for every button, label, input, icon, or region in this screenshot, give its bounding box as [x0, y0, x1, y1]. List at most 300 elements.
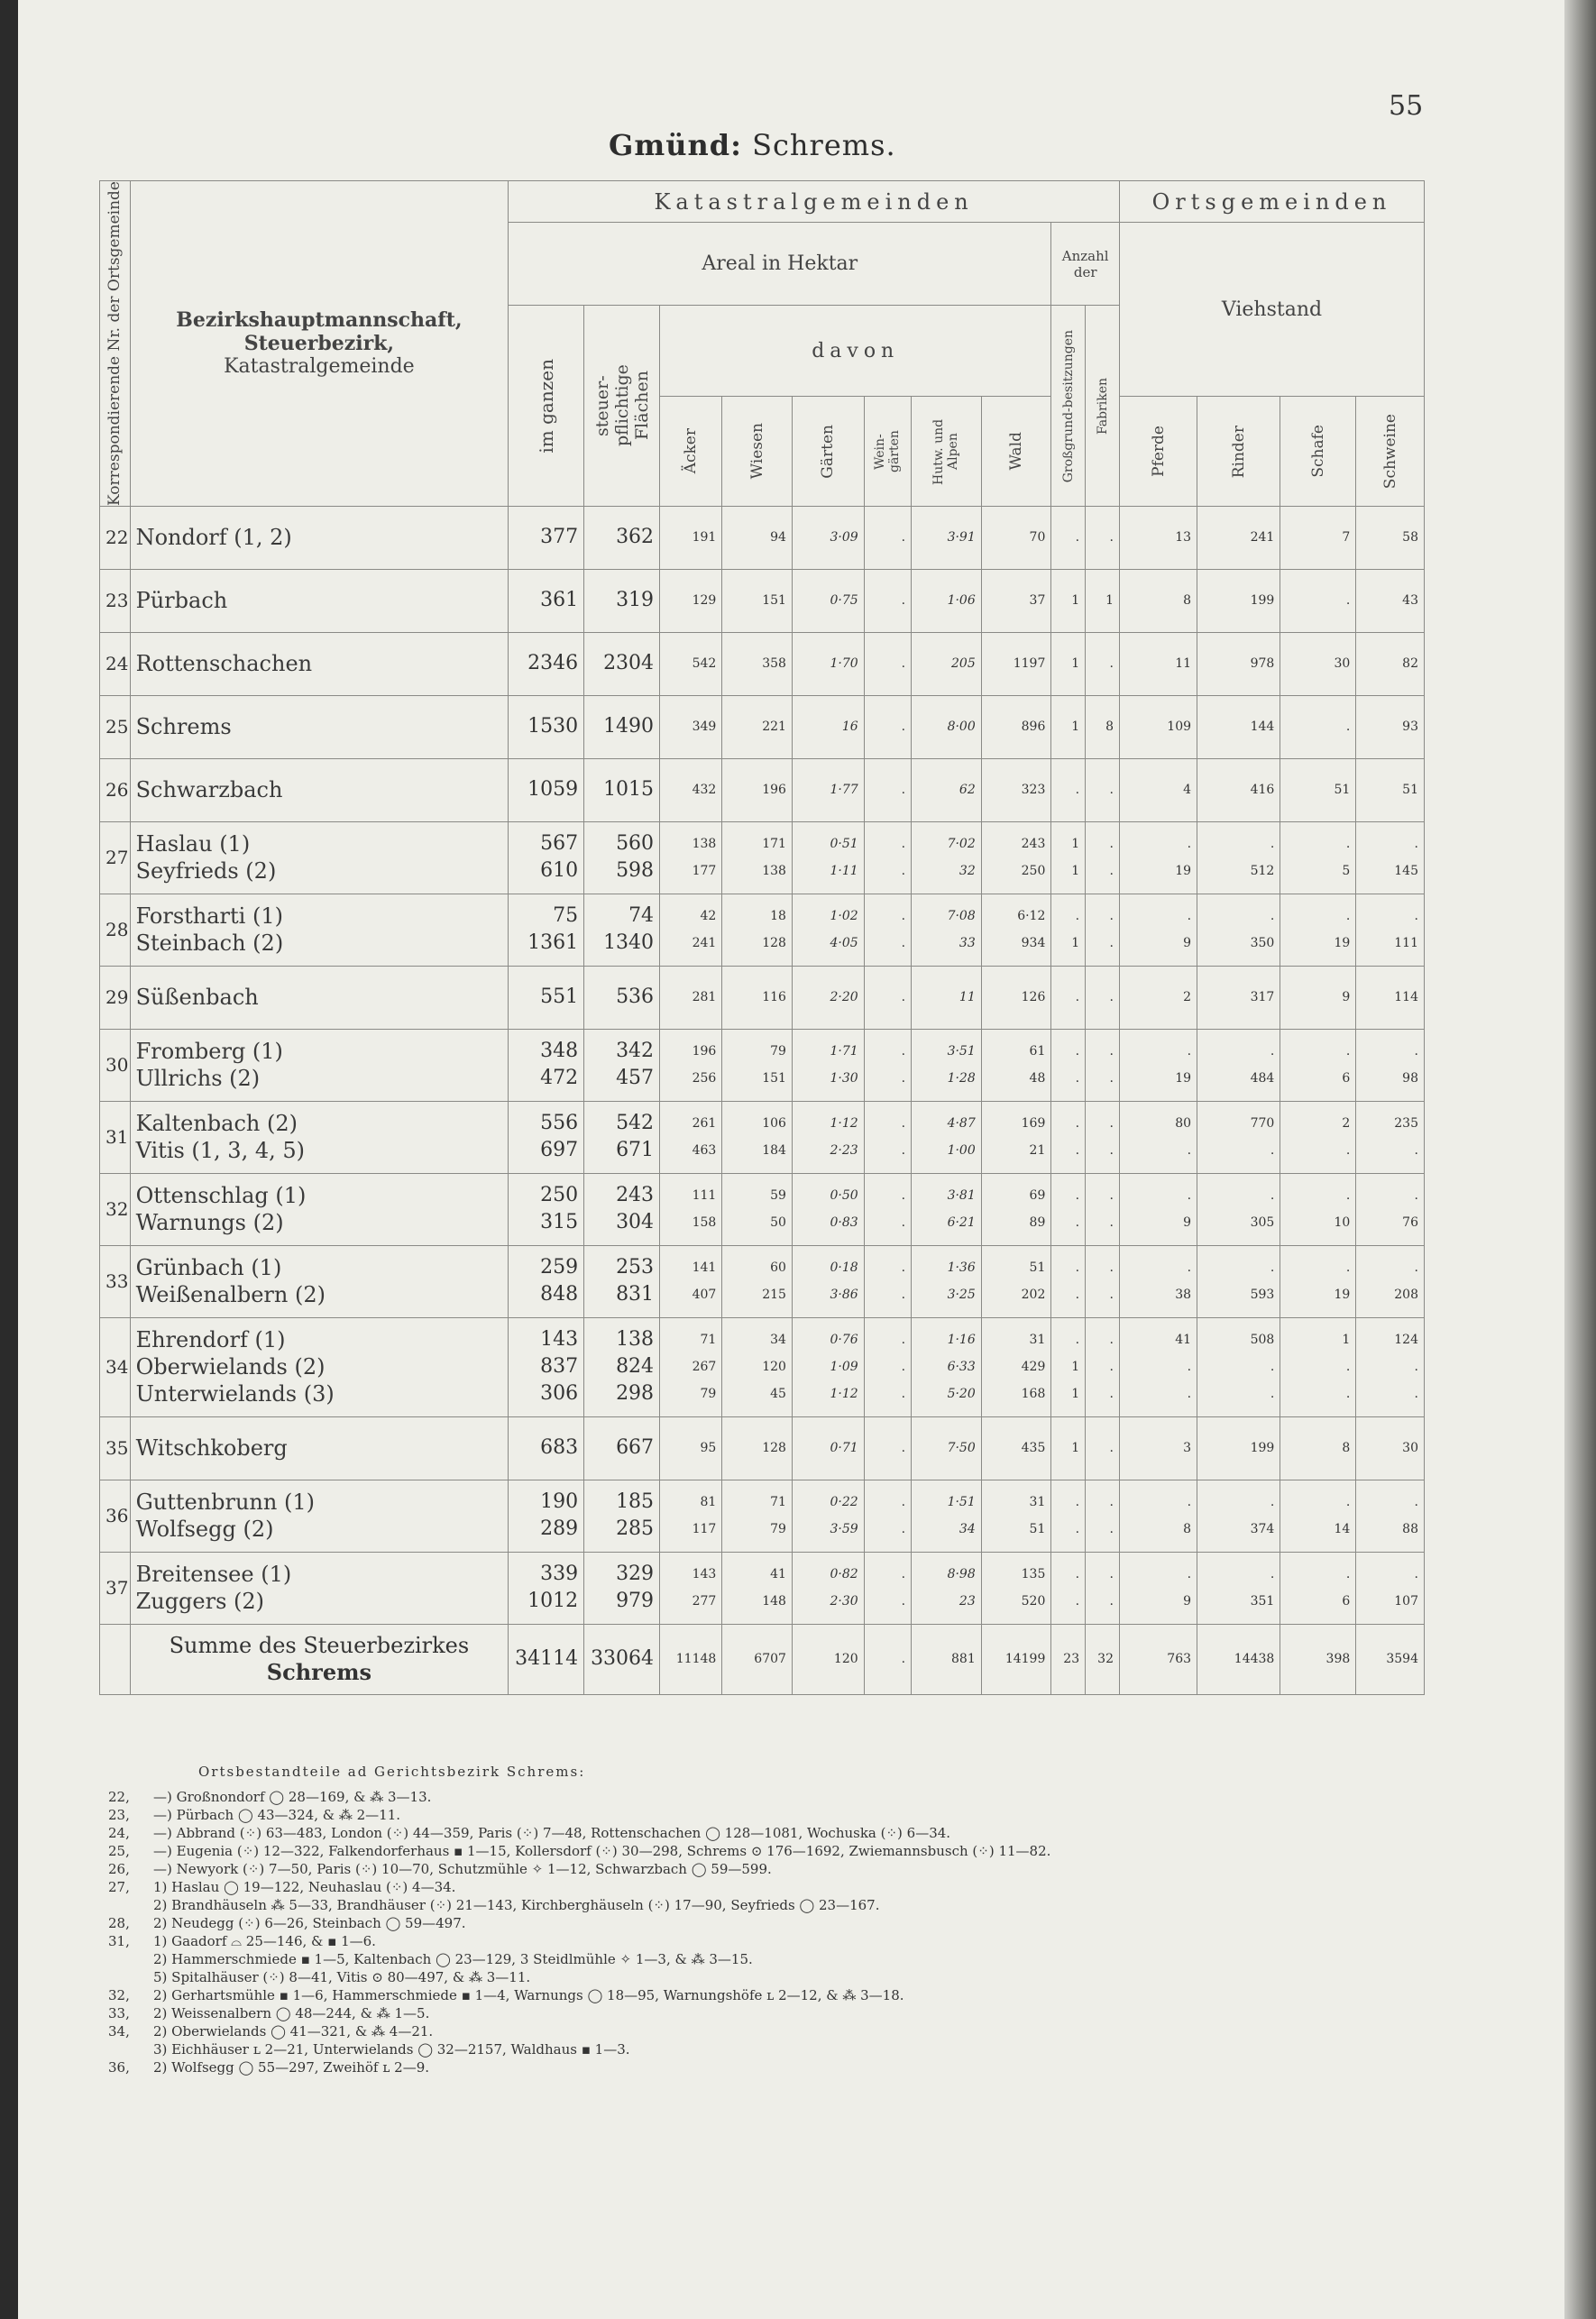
value-weingaerten: .	[901, 837, 906, 852]
value-schweine: .	[1414, 1567, 1418, 1582]
value-wiesen: 184	[762, 1143, 786, 1159]
value-wald: 202	[1021, 1288, 1046, 1303]
value-fabriken: .	[1109, 1594, 1114, 1609]
value-wiesen: 18	[770, 909, 786, 924]
cell-wald	[981, 821, 1051, 894]
value-weingaerten: .	[901, 530, 906, 545]
footnote-key: 34,	[108, 2023, 130, 2039]
gemeinde-name: Kaltenbach (2)	[135, 1111, 298, 1137]
cell-aecker	[660, 1029, 722, 1101]
footnote-text: 2) Gerhartsmühle ▪ 1—6, Hammerschmiede ▪ 1—4, Warnungs ◯ 18—95, Warnungshöfe ʟ 2—12, & ⁂ 3—18.	[153, 1987, 904, 2003]
cell-gaerten	[792, 506, 864, 569]
value-steuerpflichtig: 536	[616, 985, 655, 1009]
value-gaerten: 3·86	[830, 1288, 858, 1303]
value-wald: 168	[1021, 1387, 1046, 1402]
gemeinde-name: Rottenschachen	[135, 651, 313, 677]
header-bezirk: Bezirkshauptmannschaft, Steuerbezirk, Katastralgemeinde	[130, 181, 509, 507]
cell-grossgrund	[1051, 1245, 1086, 1317]
table-row	[100, 758, 1425, 821]
value-fabriken: .	[1109, 1360, 1114, 1375]
cell-steuerpflichtig	[584, 1416, 660, 1480]
gemeinde-names	[130, 758, 509, 821]
footnote-text: 1) Haslau ◯ 19—122, Neuhaslau (⁘) 4—34.	[153, 1879, 456, 1895]
value-pferde: .	[1187, 1495, 1192, 1510]
cell-rinder	[1197, 1480, 1280, 1552]
header-hutweiden: Hutw. und Alpen	[912, 397, 982, 507]
value-rinder: 351	[1250, 1594, 1275, 1609]
footnote-key	[108, 1968, 153, 1986]
value-ganzen: 259	[540, 1256, 579, 1279]
row-number: 30	[100, 1029, 131, 1101]
value-grossgrund: .	[1075, 1567, 1080, 1582]
cell-aecker	[660, 632, 722, 695]
cell-wald	[981, 758, 1051, 821]
value-fabriken: .	[1109, 990, 1114, 1005]
value-wiesen: 128	[762, 936, 786, 951]
value-weingaerten: .	[901, 936, 906, 951]
cell-weingaerten	[864, 1029, 911, 1101]
value-aecker: 407	[692, 1288, 717, 1303]
cell-steuerpflichtig	[584, 821, 660, 894]
value-ganzen: 1361	[527, 931, 579, 955]
value-wald: 61	[1029, 1044, 1046, 1059]
cell-fabriken	[1086, 1245, 1120, 1317]
value-hutweiden: 4·87	[947, 1116, 976, 1132]
cell-ganzen	[509, 569, 584, 632]
cell-aecker	[660, 1317, 722, 1416]
value-fabriken: .	[1109, 1495, 1114, 1510]
value-schafe: 14	[1334, 1522, 1351, 1537]
cell-aecker	[660, 569, 722, 632]
cell-weingaerten	[864, 1101, 911, 1173]
footnote-key: 22,	[108, 1789, 130, 1805]
value-grossgrund: .	[1075, 990, 1080, 1005]
statistics-table	[99, 180, 1425, 1695]
value-hutweiden: 3·81	[947, 1188, 976, 1204]
value-schweine: .	[1414, 1188, 1418, 1204]
value-hutweiden: 1·36	[947, 1260, 976, 1276]
cell-hutweiden	[912, 894, 982, 966]
value-wald: 1197	[1013, 656, 1046, 672]
cell-ganzen	[509, 1029, 584, 1101]
value-pferde: 3	[1183, 1441, 1192, 1456]
value-ganzen: 190	[540, 1490, 579, 1514]
cell-wald	[981, 569, 1051, 632]
value-schweine: 208	[1394, 1288, 1418, 1303]
cell-grossgrund	[1051, 821, 1086, 894]
cell-pferde	[1120, 695, 1197, 758]
cell-hutweiden	[912, 1317, 982, 1416]
footnote	[108, 1878, 1371, 1896]
footnote-key: 23,	[108, 1807, 130, 1823]
value-aecker: 256	[692, 1071, 717, 1086]
cell-weingaerten	[864, 1317, 911, 1416]
gemeinde-name: Witschkoberg	[135, 1435, 288, 1462]
cell-schafe	[1280, 1029, 1356, 1101]
value-fabriken: .	[1109, 1333, 1114, 1348]
value-hutweiden: 7·02	[947, 837, 976, 852]
value-gaerten: 1·09	[830, 1360, 858, 1375]
cell-gaerten	[792, 1029, 864, 1101]
cell-wiesen	[722, 821, 793, 894]
value-pferde: .	[1187, 1567, 1192, 1582]
value-weingaerten: .	[901, 864, 906, 879]
gemeinde-name: Steinbach (2)	[135, 930, 284, 957]
cell-fabriken	[1086, 1029, 1120, 1101]
cell-ganzen	[509, 1173, 584, 1245]
cell-pferde	[1120, 632, 1197, 695]
gemeinde-name: Ottenschlag (1)	[135, 1183, 307, 1209]
header-pferde: Pferde	[1120, 397, 1197, 507]
value-wiesen: 151	[762, 1071, 786, 1086]
cell-fabriken	[1086, 758, 1120, 821]
value-aecker: 42	[700, 909, 717, 924]
row-number: 29	[100, 966, 131, 1029]
cell-pferde	[1120, 1029, 1197, 1101]
value-fabriken: .	[1109, 1288, 1114, 1303]
value-schweine: .	[1414, 1387, 1418, 1402]
value-hutweiden: 7·50	[947, 1441, 976, 1456]
value-wald: 48	[1029, 1071, 1046, 1086]
value-gaerten: 0·75	[830, 593, 858, 609]
value-pferde: 8	[1183, 1522, 1192, 1537]
cell-gaerten	[792, 1416, 864, 1480]
value-rinder: 484	[1250, 1071, 1275, 1086]
value-weingaerten: .	[901, 656, 906, 672]
footnote	[108, 2040, 1371, 2058]
cell-steuerpflichtig	[584, 758, 660, 821]
value-wiesen: 41	[770, 1567, 786, 1582]
row-number: 37	[100, 1552, 131, 1624]
value-fabriken: .	[1109, 530, 1114, 545]
value-aecker: 129	[692, 593, 717, 609]
value-wiesen: 60	[770, 1260, 786, 1276]
value-wiesen: 151	[762, 593, 786, 609]
value-schafe: .	[1345, 1360, 1351, 1375]
footnote-text: 2) Wolfsegg ◯ 55—297, Zweihöf ʟ 2—9.	[153, 2059, 430, 2076]
cell-schafe	[1280, 966, 1356, 1029]
value-weingaerten: .	[901, 1360, 906, 1375]
page-title	[609, 128, 896, 162]
sum-label-2: Schrems	[266, 1659, 371, 1686]
footnote	[108, 1860, 1371, 1878]
header-nr: Korrespondierende Nr. der Ortsgemeinde	[100, 181, 131, 507]
value-steuerpflichtig: 243	[616, 1184, 655, 1207]
table-row	[100, 1552, 1425, 1624]
value-rinder: 144	[1250, 720, 1275, 735]
footnote-text: 5) Spitalhäuser (⁘) 8—41, Vitis ⊙ 80—497, & ⁂ 3—11.	[153, 1969, 531, 1985]
cell-grossgrund	[1051, 1317, 1086, 1416]
cell-ganzen	[509, 632, 584, 695]
value-rinder: .	[1270, 1567, 1275, 1582]
value-grossgrund: 1	[1071, 837, 1080, 852]
value-steuerpflichtig: 598	[616, 859, 655, 883]
value-wiesen: 79	[770, 1044, 786, 1059]
value-gaerten: 1·11	[830, 864, 858, 879]
value-fabriken: .	[1109, 1188, 1114, 1204]
cell-weingaerten	[864, 1173, 911, 1245]
cell-gaerten	[792, 758, 864, 821]
value-schweine: 145	[1394, 864, 1418, 879]
value-fabriken: .	[1109, 783, 1114, 798]
value-ganzen: 75	[553, 904, 579, 928]
cell-wald	[981, 632, 1051, 695]
value-rinder: 199	[1250, 1441, 1275, 1456]
value-schafe: .	[1345, 1567, 1351, 1582]
value-pferde: 9	[1183, 936, 1192, 951]
value-gaerten: 1·71	[830, 1044, 858, 1059]
value-grossgrund: .	[1075, 1594, 1080, 1609]
value-gaerten: 0·83	[830, 1215, 858, 1231]
gemeinde-name: Schrems	[135, 714, 232, 740]
gemeinde-name: Schwarzbach	[135, 777, 283, 803]
gemeinde-name: Oberwielands (2)	[135, 1354, 326, 1380]
value-ganzen: 361	[540, 589, 579, 612]
value-pferde: 8	[1183, 593, 1192, 609]
value-schafe: 51	[1334, 783, 1351, 798]
value-schweine: 30	[1402, 1441, 1418, 1456]
header-steuerpflichtige: steuer-pflichtige Flächen	[584, 306, 660, 507]
cell-schweine	[1356, 1480, 1425, 1552]
sum-wiesen: 6707	[722, 1624, 793, 1694]
value-grossgrund: .	[1075, 783, 1080, 798]
value-ganzen: 551	[540, 985, 579, 1009]
cell-hutweiden	[912, 1173, 982, 1245]
header-orts: Ortsgemeinden	[1120, 181, 1425, 223]
gemeinde-name: Seyfrieds (2)	[135, 858, 277, 885]
cell-pferde	[1120, 1552, 1197, 1624]
header-wiesen: Wiesen	[722, 397, 793, 507]
value-grossgrund: 1	[1071, 656, 1080, 672]
cell-aecker	[660, 758, 722, 821]
value-pferde: .	[1187, 1260, 1192, 1276]
scan-right-edge	[1564, 0, 1596, 2319]
header-areal: Areal in Hektar	[509, 223, 1051, 306]
value-weingaerten: .	[901, 1071, 906, 1086]
gemeinde-names	[130, 506, 509, 569]
cell-wiesen	[722, 1480, 793, 1552]
value-aecker: 111	[692, 1188, 717, 1204]
value-schweine: 235	[1394, 1116, 1418, 1132]
header-viehstand: Viehstand	[1120, 223, 1425, 397]
value-weingaerten: .	[901, 909, 906, 924]
value-aecker: 432	[692, 783, 717, 798]
cell-schafe	[1280, 1480, 1356, 1552]
value-pferde: 13	[1175, 530, 1192, 545]
table-row	[100, 894, 1425, 966]
cell-wald	[981, 1029, 1051, 1101]
cell-hutweiden	[912, 966, 982, 1029]
cell-schweine	[1356, 758, 1425, 821]
value-aecker: 141	[692, 1260, 717, 1276]
row-number: 25	[100, 695, 131, 758]
value-hutweiden: 23	[959, 1594, 976, 1609]
cell-aecker	[660, 1416, 722, 1480]
value-wiesen: 148	[762, 1594, 786, 1609]
value-grossgrund: 1	[1071, 593, 1080, 609]
value-schafe: 7	[1342, 530, 1351, 545]
value-steuerpflichtig: 667	[616, 1436, 655, 1460]
value-ganzen: 837	[540, 1355, 579, 1379]
cell-weingaerten	[864, 1480, 911, 1552]
gemeinde-names	[130, 695, 509, 758]
value-rinder: 593	[1250, 1288, 1275, 1303]
value-rinder: .	[1270, 1495, 1275, 1510]
value-wiesen: 106	[762, 1116, 786, 1132]
cell-aecker	[660, 1480, 722, 1552]
cell-steuerpflichtig	[584, 1480, 660, 1552]
value-pferde: .	[1187, 1360, 1192, 1375]
value-schafe: 30	[1334, 656, 1351, 672]
value-wald: 31	[1029, 1495, 1046, 1510]
value-pferde: 109	[1167, 720, 1192, 735]
cell-rinder	[1197, 1101, 1280, 1173]
cell-hutweiden	[912, 1416, 982, 1480]
footnote-key: 36,	[108, 2059, 130, 2076]
value-pferde: 38	[1175, 1288, 1192, 1303]
cell-grossgrund	[1051, 758, 1086, 821]
gemeinde-name: Forstharti (1)	[135, 903, 283, 930]
value-schafe: .	[1345, 837, 1351, 852]
cell-wald	[981, 1173, 1051, 1245]
footnote-text: 2) Brandhäuseln ⁂ 5—33, Brandhäuser (⁘) 21—143, Kirchberghäuseln (⁘) 17—90, Seyfrieds ◯ 23—167.	[153, 1897, 880, 1913]
gemeinde-names	[130, 1480, 509, 1552]
cell-gaerten	[792, 1552, 864, 1624]
gemeinde-names	[130, 894, 509, 966]
value-pferde: 9	[1183, 1594, 1192, 1609]
cell-wiesen	[722, 894, 793, 966]
value-grossgrund: 1	[1071, 1387, 1080, 1402]
value-pferde: .	[1187, 909, 1192, 924]
value-wiesen: 171	[762, 837, 786, 852]
header-rinder: Rinder	[1197, 397, 1280, 507]
gemeinde-names	[130, 1245, 509, 1317]
gemeinde-names	[130, 1029, 509, 1101]
value-fabriken: .	[1109, 1567, 1114, 1582]
value-weingaerten: .	[901, 1044, 906, 1059]
value-wald: 243	[1021, 837, 1046, 852]
value-ganzen: 348	[540, 1040, 579, 1063]
cell-wiesen	[722, 506, 793, 569]
value-hutweiden: 32	[959, 864, 976, 879]
cell-schweine	[1356, 1552, 1425, 1624]
gemeinde-names	[130, 1101, 509, 1173]
footnote	[108, 1788, 1371, 1806]
cell-rinder	[1197, 569, 1280, 632]
value-steuerpflichtig: 329	[616, 1563, 655, 1586]
row-number: 32	[100, 1173, 131, 1245]
cell-grossgrund	[1051, 632, 1086, 695]
value-rinder: 770	[1250, 1116, 1275, 1132]
table-row	[100, 632, 1425, 695]
cell-fabriken	[1086, 1552, 1120, 1624]
cell-weingaerten	[864, 506, 911, 569]
cell-schweine	[1356, 1173, 1425, 1245]
value-weingaerten: .	[901, 1594, 906, 1609]
cell-schafe	[1280, 1552, 1356, 1624]
value-steuerpflichtig: 1490	[603, 715, 655, 738]
cell-wiesen	[722, 1317, 793, 1416]
value-fabriken: .	[1109, 1071, 1114, 1086]
title-district: Gmünd:	[609, 128, 742, 162]
footnotes-heading: Ortsbestandteile ad Gerichtsbezirk Schrems:	[198, 1764, 586, 1780]
gemeinde-names	[130, 1416, 509, 1480]
cell-schweine	[1356, 1317, 1425, 1416]
cell-aecker	[660, 695, 722, 758]
value-rinder: .	[1270, 909, 1275, 924]
value-fabriken: .	[1109, 837, 1114, 852]
value-ganzen: 339	[540, 1563, 579, 1586]
value-weingaerten: .	[901, 1387, 906, 1402]
sum-nr	[100, 1624, 131, 1694]
cell-aecker	[660, 1245, 722, 1317]
header-katastral: Katastralgemeinden	[509, 181, 1120, 223]
value-fabriken: 1	[1105, 593, 1114, 609]
value-weingaerten: .	[901, 720, 906, 735]
cell-ganzen	[509, 966, 584, 1029]
gemeinde-name: Vitis (1, 3, 4, 5)	[135, 1138, 305, 1164]
value-pferde: .	[1187, 1387, 1192, 1402]
cell-ganzen	[509, 1552, 584, 1624]
cell-ganzen	[509, 758, 584, 821]
footnote-key: 31,	[108, 1933, 130, 1949]
value-pferde: 9	[1183, 1215, 1192, 1231]
value-fabriken: .	[1109, 1116, 1114, 1132]
value-wald: 51	[1029, 1522, 1046, 1537]
footnote-key: 25,	[108, 1843, 130, 1859]
cell-schafe	[1280, 632, 1356, 695]
cell-wald	[981, 1480, 1051, 1552]
footnote	[108, 1896, 1371, 1914]
page-number: 55	[1389, 90, 1424, 122]
gemeinde-name: Grünbach (1)	[135, 1255, 282, 1281]
sum-row	[100, 1624, 1425, 1694]
value-wald: 6·12	[1017, 909, 1046, 924]
header-weingaerten: Wein-gärten	[864, 397, 911, 507]
cell-schafe	[1280, 894, 1356, 966]
value-hutweiden: 11	[959, 990, 976, 1005]
value-wald: 250	[1021, 864, 1046, 879]
value-grossgrund: .	[1075, 1143, 1080, 1159]
cell-weingaerten	[864, 1245, 911, 1317]
cell-wiesen	[722, 1029, 793, 1101]
cell-steuerpflichtig	[584, 695, 660, 758]
row-number: 35	[100, 1416, 131, 1480]
value-schafe: .	[1345, 1044, 1351, 1059]
value-weingaerten: .	[901, 1116, 906, 1132]
value-ganzen: 848	[540, 1283, 579, 1306]
value-weingaerten: .	[901, 1215, 906, 1231]
value-ganzen: 1530	[527, 715, 579, 738]
cell-fabriken	[1086, 966, 1120, 1029]
gemeinde-names	[130, 966, 509, 1029]
header-fabriken: Fabriken	[1086, 306, 1120, 507]
value-steuerpflichtig: 319	[616, 589, 655, 612]
value-hutweiden: 3·91	[947, 530, 976, 545]
row-number: 33	[100, 1245, 131, 1317]
value-schafe: 9	[1342, 990, 1351, 1005]
value-rinder: 199	[1250, 593, 1275, 609]
cell-steuerpflichtig	[584, 1173, 660, 1245]
value-ganzen: 697	[540, 1139, 579, 1162]
cell-schafe	[1280, 1245, 1356, 1317]
value-weingaerten: .	[901, 1333, 906, 1348]
cell-gaerten	[792, 695, 864, 758]
value-weingaerten: .	[901, 1567, 906, 1582]
value-wald: 89	[1029, 1215, 1046, 1231]
cell-steuerpflichtig	[584, 1245, 660, 1317]
footnote-key	[108, 2040, 153, 2058]
